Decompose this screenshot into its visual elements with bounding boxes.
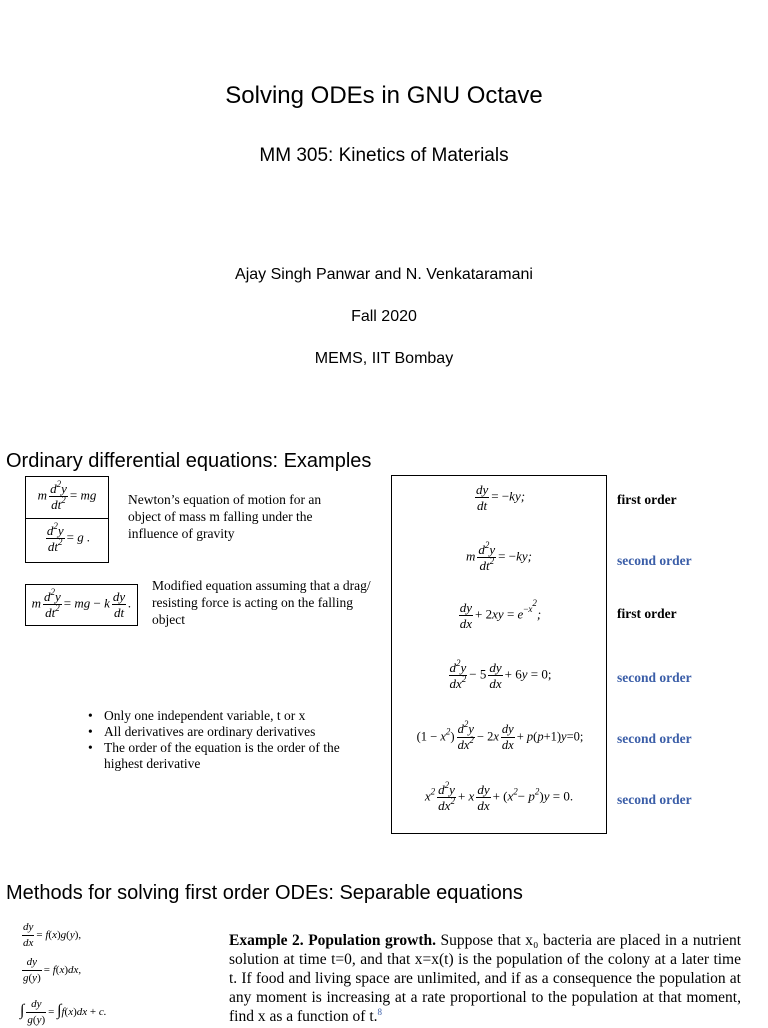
order-label-6: second order — [617, 792, 692, 807]
list-item: • The order of the equation is the order of the highest derivative — [86, 740, 376, 772]
separable-form: $\frac{dy}{dx}$ = f(x)g(y), — [23, 921, 82, 949]
order-label-1: first order — [617, 492, 677, 507]
course-name: MM 305: Kinetics of Materials — [259, 145, 509, 166]
integrated-form: ∫ $\frac{dy}{g(y)}$ = ∫f(x)dx + c. — [20, 998, 107, 1026]
term: Fall 2020 — [351, 308, 417, 325]
newton-equation-box — [25, 476, 109, 563]
equation-1: $\frac{dy}{dt}$ = −ky; — [475, 482, 526, 513]
newton-equation-g: $\frac{d^2y}{dt^2}$ = g . — [46, 521, 91, 554]
example-label: Example 2. — [229, 932, 304, 949]
list-item: • Only one independent variable, t or x — [86, 708, 376, 724]
order-label-4: second order — [617, 670, 692, 685]
example-text: Suppose that x₀ bacteria are placed in a nutrient solution at time t=0, and that x=x(t) is the population of the colony at a later time t. If food and living space are unlimited, and if as a consequence the population at any moment is increasing at a rate proportional to the population at that moment, find x as a function of t. — [229, 932, 742, 1025]
list-item: • All derivatives are ordinary derivatives — [86, 724, 376, 740]
ode-equation-panel — [391, 475, 607, 834]
order-label-2: second order — [617, 553, 692, 568]
drag-description: Modified equation assuming that a drag/ resisting force is acting on the falling object — [152, 578, 371, 627]
drag-equation-box — [25, 584, 138, 626]
equation-5: $(1 - x^2)$ $\frac{d^2y}{dx^2}$ − 2x $\frac{dy}{dx}$ + p(p+1)y=0; — [416, 719, 584, 752]
slide-title: Solving ODEs in GNU Octave — [225, 82, 543, 109]
equation-6: $x^2$ $\frac{d^2y}{dx^2}$ + x $\frac{dy}{dx}$ + $(x^2- p^2)y = 0$. — [424, 780, 574, 813]
population-growth-example — [229, 931, 741, 1026]
equation-3: $\frac{dy}{dx}$ + $2xy = e^{-x^2}$; — [459, 598, 542, 631]
newton-equation-mg: m $\frac{d^2y}{dt^2}$ = mg — [37, 479, 97, 512]
separable-heading: Methods for solving first order ODEs: Separable equations — [6, 882, 523, 904]
ode-properties-list — [86, 708, 376, 772]
order-label-5: second order — [617, 731, 692, 746]
separated-form: $\frac{dy}{g(y)}$ = f(x)dx, — [23, 956, 82, 984]
example-title: Population growth. — [308, 932, 437, 949]
institution: MEMS, IIT Bombay — [314, 350, 454, 367]
order-label-3: first order — [617, 606, 677, 621]
footnote-mark[interactable]: 8 — [377, 1007, 383, 1017]
newton-description: Newton’s equation of motion for an object of mass m falling under the influence of gravity — [128, 492, 322, 541]
drag-equation: m $\frac{d^2y}{dt^2}$ = mg − k $\frac{dy}{dt}$ . — [31, 587, 132, 620]
authors: Ajay Singh Panwar and N. Venkataramani — [235, 266, 533, 283]
ode-examples-heading: Ordinary differential equations: Examples — [6, 450, 372, 472]
equation-4: $\frac{d^2y}{dx^2}$ − 5 $\frac{dy}{dx}$ + 6y = 0; — [449, 658, 552, 691]
equation-2: m $\frac{d^2y}{dt^2}$ = −ky; — [466, 540, 532, 573]
